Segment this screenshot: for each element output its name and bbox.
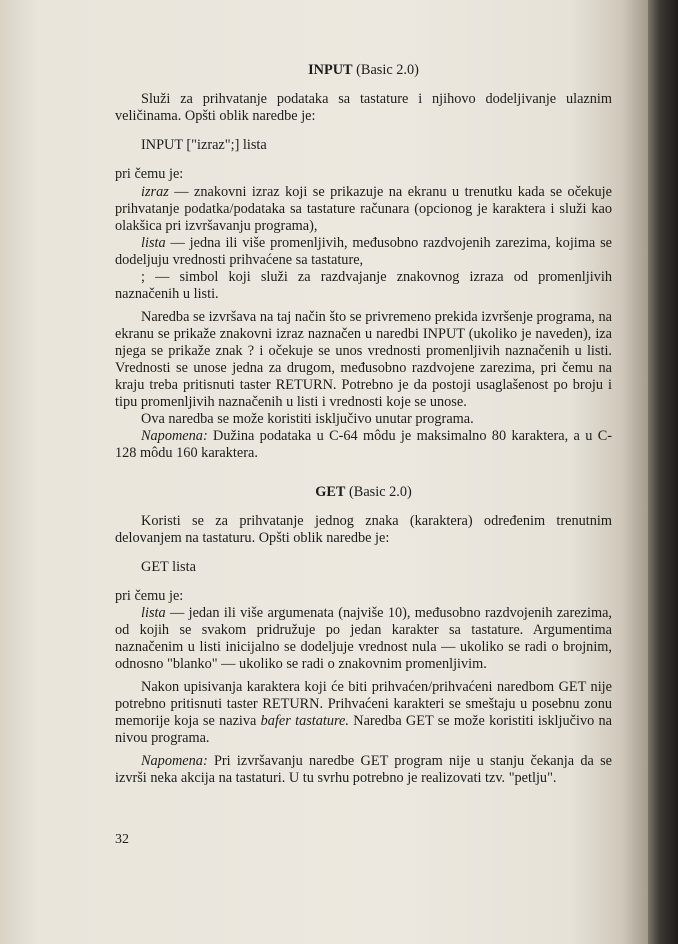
get-heading-basic: (Basic 2.0) [349,484,412,500]
get-def-lista-text: — jedan ili više argumenata (najviše 10), međusobno razdvojenih zarezima, od kojih se svakom pridružuje po jedan karakter sa tastature. Argumentima naznačenim u listi inicijalno se dodeljuje vrednost nula — ukoliko se radi o brojnim, odnosno "blanko" — ukoliko se radi o znakovnim promenljivim. [115,605,612,672]
input-heading-command: INPUT [308,62,353,78]
input-heading-basic: (Basic 2.0) [356,62,419,78]
input-def-semicolon: ; — simbol koji služi za razdvajanje znakovnog izraza od promenljivih naznačenih u listi. [115,269,612,302]
input-intro: Služi za prihvatanje podataka sa tastature i njihovo dodeljivanje ulaznim veličinama. Opšti oblik naredbe je: [115,91,612,124]
get-paragraph-1-term: bafer tastature. [260,713,349,729]
get-heading-command: GET [315,484,346,500]
input-def-izraz-text: — znakovni izraz koji se prikazuje na ekranu u trenutku kada se očekuje prihvatanje podatka/podataka sa tastature računara (opcionog je karaktera i služi kao olakšica pri izvršavanju programa), [115,184,612,234]
get-heading [115,484,612,501]
input-def-izraz [115,184,612,235]
get-paragraph-1-a: Nakon upisivanja karaktera koji će biti prihvaćen/prihvaćeni naredbom GET nije potrebno pritisnuti taster RETURN. Prihvaćeni karakteri se smeštaju u posebnu zonu memorije koja se naziva [115,679,612,729]
input-paragraph-1: Naredba se izvršava na taj način što se privremeno prekida izvršenje programa, na ekranu se prikaže znakovni izraz naznačen u naredbi INPUT (ukoliko je naveden), iza njega se prikaže znak ? i očekuje se unos vrednosti promenljivih naznačenih u listi. Vrednosti se unose jedna za drugom, međusobno razdvojene zarezima, pri čemu na kraju treba pritisnuti taster RETURN. Potrebno je da postoji usaglašenost po broju i tipu promenljivih naznačenih u listi i vrednosti koje se unose. [115,309,612,410]
get-note [115,753,612,787]
get-syntax: GET lista [141,559,196,575]
input-def-lista-term: lista [141,235,166,251]
get-def-lista-term: lista [141,605,166,621]
input-note-text: Dužina podataka u C-64 môdu je maksimalno 80 karaktera, a u C-128 môdu 160 karaktera. [115,428,612,461]
input-heading [115,62,612,79]
input-note-label: Napomena: [141,428,208,444]
input-definitions [115,184,612,303]
input-def-lista-text: — jedna ili više promenljivih, međusobno razdvojenih zarezima, kojima se dodeljuju vrednosti prihvaćene sa tastature, [115,235,612,268]
get-def-lista [115,605,612,673]
page-number: 32 [115,832,129,847]
page-content [115,62,612,787]
get-paragraph-1-b: Naredba GET se može koristiti isključivo na nivou programa. [115,713,612,746]
input-def-lista [115,235,612,269]
get-intro: Koristi se za prihvatanje jednog znaka (karaktera) određenim trenutnim delovanjem na tastaturu. Opšti oblik naredbe je: [115,513,612,546]
input-pri-cemu: pri čemu je: [115,166,184,182]
input-paragraph-2: Ova naredba se može koristiti isključivo unutar programa. [141,411,474,427]
input-syntax: INPUT ["izraz";] lista [141,137,267,153]
get-paragraph-1 [115,679,612,747]
input-def-izraz-term: izraz [141,184,169,200]
input-note [115,428,612,462]
get-note-label: Napomena: [141,753,208,769]
get-pri-cemu: pri čemu je: [115,588,184,604]
get-note-text: Pri izvršavanju naredbe GET program nije u stanju čekanja da se izvrši neka akcija na tastaturi. U tu svrhu potrebno je realizovati tzv. "petlju". [115,753,612,786]
page-edge-shadow [648,0,678,944]
